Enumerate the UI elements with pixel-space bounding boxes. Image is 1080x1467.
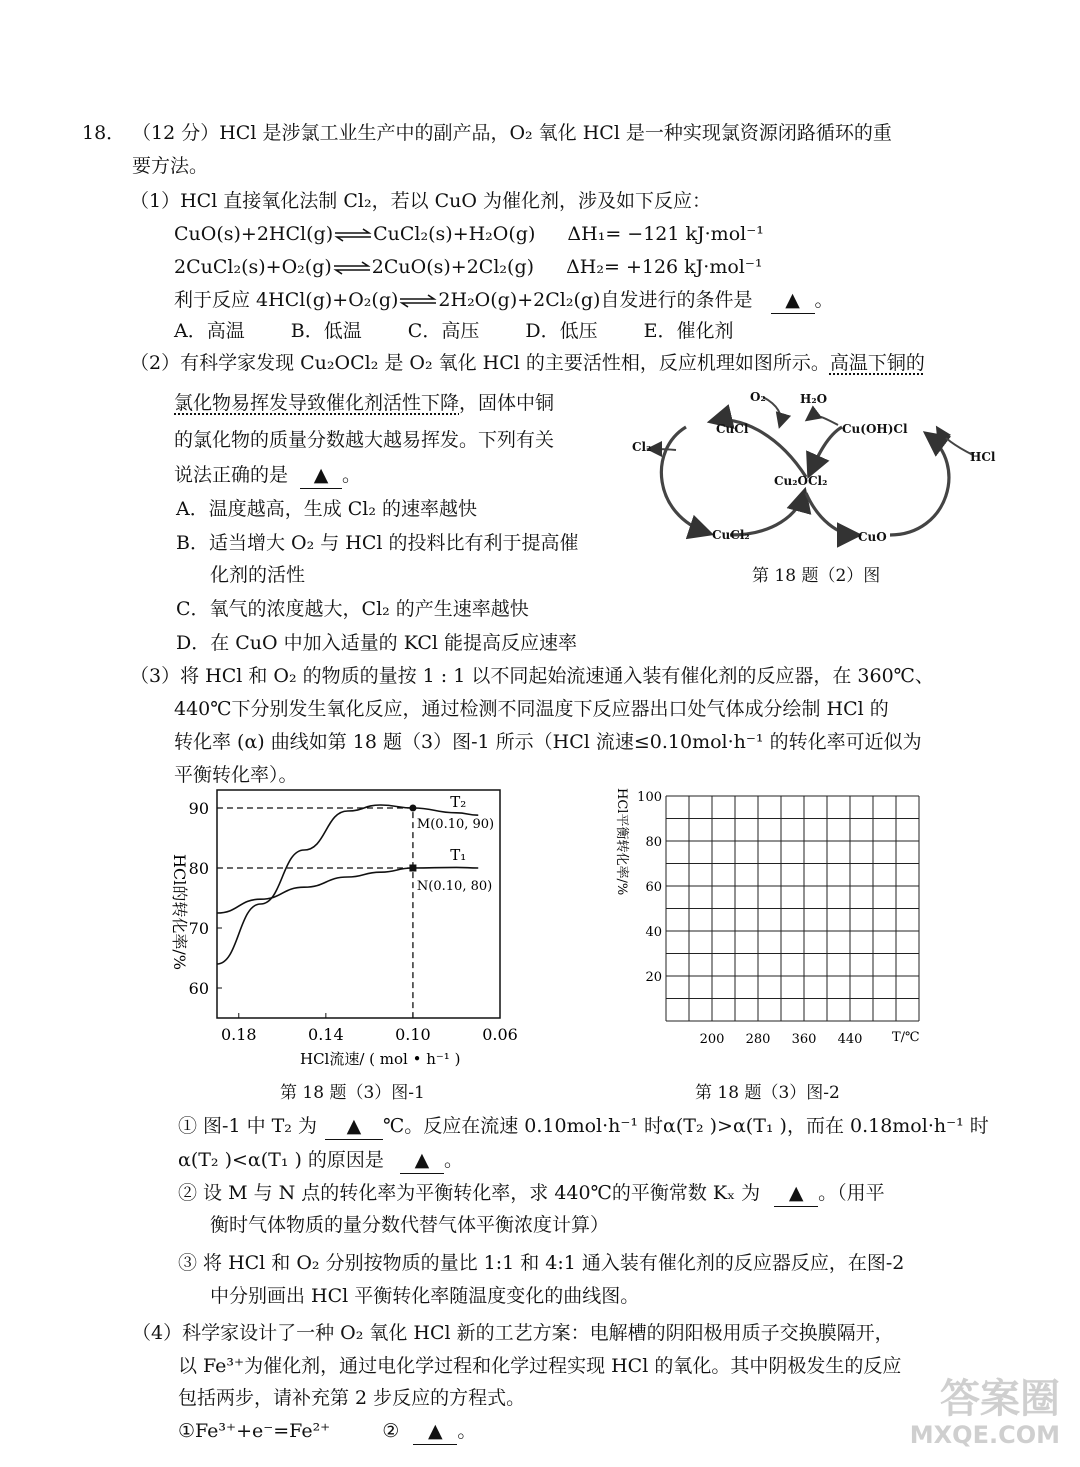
part2-line1-text: （2）有科学家发现 Cu₂OCl₂ 是 O₂ 氧化 HCl 的主要活性相，反应机理如图所示。 bbox=[130, 352, 830, 374]
reaction-2-left: 2CuCl₂(s)+O₂(g) bbox=[174, 256, 332, 278]
x-axis-label: HCl流速/ ( mol • h⁻¹ ) bbox=[300, 1050, 461, 1068]
y-axis-label: HCl平衡转化率/% bbox=[614, 788, 629, 896]
part3-q1-line2 bbox=[178, 1147, 463, 1174]
y-tick-label: 20 bbox=[645, 970, 662, 985]
option-d[interactable]: D．低压 bbox=[525, 320, 598, 342]
y-tick-label: 60 bbox=[188, 979, 209, 998]
figure-1-caption: 第 18 题（3）图-1 bbox=[280, 1083, 425, 1103]
y-tick-label: 40 bbox=[645, 925, 662, 940]
reaction-2-dh: ΔH₂= +126 kJ·mol⁻¹ bbox=[566, 256, 763, 278]
point-label: N(0.10, 80) bbox=[416, 879, 493, 894]
x-tick-label: 440 bbox=[837, 1032, 863, 1047]
question-intro: （12 分）HCl 是涉氯工业生产中的副产品，O₂ 氧化 HCl 是一种实现氯资源闭路循环的重 bbox=[132, 122, 892, 144]
q1-text: ① 图-1 中 T₂ 为 bbox=[178, 1115, 317, 1137]
y-tick-label: 80 bbox=[645, 835, 662, 850]
part2-line2-rest: ，固体中铜 bbox=[459, 392, 555, 414]
answer-blank[interactable]: ▲ bbox=[771, 287, 815, 314]
cycle-arrow bbox=[810, 427, 842, 473]
watermark-url: MXQE.COM bbox=[909, 1421, 1060, 1449]
y-tick-label: 100 bbox=[637, 790, 662, 805]
label-cuo: CuO bbox=[858, 530, 887, 544]
x-tick-label: 200 bbox=[699, 1032, 725, 1047]
option-a[interactable]: A．高温 bbox=[174, 320, 245, 342]
q2-text-cont: 。（用平 bbox=[818, 1182, 885, 1204]
option-c[interactable]: C．高压 bbox=[407, 320, 480, 342]
part3-q3: ③ 将 HCl 和 O₂ 分别按物质的量比 1:1 和 4:1 通入装有催化剂的反应器反应，在图-2 bbox=[178, 1252, 905, 1274]
part2-option-c[interactable]: C．氧气的浓度越大，Cl₂ 的产生速率越快 bbox=[176, 598, 529, 620]
question-number: 18． bbox=[82, 122, 126, 144]
label-cl2: Cl₂ bbox=[632, 440, 652, 454]
step-1: ①Fe³⁺+e⁻=Fe²⁺ bbox=[178, 1420, 331, 1442]
figure-2-caption: 第 18 题（3）图-2 bbox=[695, 1083, 840, 1103]
x-tick-label: 0.18 bbox=[220, 1025, 257, 1044]
figure-1-chart bbox=[160, 780, 520, 1080]
part3-q2-line2: 衡时气体物质的量分数代替气体平衡浓度计算） bbox=[210, 1214, 610, 1236]
part4-line1: （4）科学家设计了一种 O₂ 氧化 HCl 新的工艺方案：电解槽的阴阳极用质子交换膜隔开， bbox=[132, 1322, 894, 1344]
equilibrium-arrow-icon bbox=[398, 294, 438, 308]
part2-emphasis-2: 氯化物易挥发导致催化剂活性下降 bbox=[174, 392, 460, 414]
guide-line-m bbox=[217, 808, 413, 1018]
part4-steps bbox=[178, 1418, 476, 1445]
part2-line1 bbox=[130, 350, 925, 376]
period: 。 bbox=[342, 464, 362, 486]
point-n bbox=[409, 865, 416, 872]
reaction-2-right: 2CuO(s)+2Cl₂(g) bbox=[371, 256, 535, 278]
x-tick-label: 280 bbox=[745, 1032, 771, 1047]
part3-line2: 440℃下分别发生氧化反应，通过检测不同温度下反应器出口处气体成分绘制 HCl 的 bbox=[174, 698, 889, 720]
answer-blank[interactable]: ▲ bbox=[400, 1147, 444, 1174]
cycle-arrow bbox=[890, 435, 949, 535]
reaction-1 bbox=[174, 221, 764, 247]
x-tick-label: 0.06 bbox=[482, 1025, 518, 1044]
part3-line4: 平衡转化率）。 bbox=[174, 764, 298, 786]
q1-text-line2: α(T₂ )<α(T₁ ) 的原因是 bbox=[178, 1149, 384, 1171]
part2-option-a[interactable]: A．温度越高，生成 Cl₂ 的速率越快 bbox=[176, 498, 478, 520]
q1-text-cont: ℃。反应在流速 0.10mol·h⁻¹ 时α(T₂ )>α(T₁ )，而在 0.18mol·h⁻¹ 时 bbox=[382, 1115, 989, 1137]
series-label: T₁ bbox=[450, 846, 467, 864]
cl2-arrow bbox=[650, 449, 676, 450]
part1-question-left: 利于反应 4HCl(g)+O₂(g) bbox=[174, 289, 399, 311]
part4-line2: 以 Fe³⁺为催化剂，通过电化学过程和化学过程实现 HCl 的氧化。其中阴极发生的反应 bbox=[178, 1355, 902, 1377]
series-label: T₂ bbox=[450, 793, 467, 812]
part2-option-b[interactable]: B．适当增大 O₂ 与 HCl 的投料比有利于提高催 bbox=[176, 532, 579, 554]
figure-2-chart bbox=[612, 782, 932, 1062]
part1-question-right: 2H₂O(g)+2Cl₂(g)自发进行的条件是 bbox=[438, 289, 753, 311]
part2-line4 bbox=[174, 462, 361, 489]
watermark bbox=[870, 1377, 1060, 1457]
period: 。 bbox=[457, 1420, 477, 1442]
step-2: ② bbox=[382, 1420, 400, 1442]
y-tick-label: 60 bbox=[645, 880, 662, 895]
question-intro-cont: 要方法。 bbox=[132, 155, 209, 177]
part2-line3: 的氯化物的质量分数越大越易挥发。下列有关 bbox=[174, 429, 555, 451]
part2-line2 bbox=[174, 390, 554, 416]
part1-options bbox=[174, 318, 734, 344]
watermark-title: 答案圈 bbox=[940, 1376, 1060, 1422]
part3-q2 bbox=[178, 1180, 885, 1207]
label-o2: O₂ bbox=[750, 390, 766, 404]
x-tick-label: 0.10 bbox=[395, 1025, 431, 1044]
y-tick-label: 80 bbox=[188, 859, 209, 878]
label-cucl: CuCl bbox=[716, 422, 749, 436]
label-cuohcl: Cu(OH)Cl bbox=[842, 422, 908, 436]
q2-text: ② 设 M 与 N 点的转化率为平衡转化率，求 440℃的平衡常数 Kₓ 为 bbox=[178, 1182, 761, 1204]
part2-option-d[interactable]: D．在 CuO 中加入适量的 KCl 能提高反应速率 bbox=[176, 632, 578, 654]
answer-blank[interactable]: ▲ bbox=[325, 1113, 383, 1140]
point-label: M(0.10, 90) bbox=[416, 817, 495, 832]
equilibrium-arrow-icon bbox=[332, 261, 372, 275]
part2-option-b-cont: 化剂的活性 bbox=[210, 564, 306, 586]
x-axis-label: T/℃ bbox=[892, 1030, 920, 1045]
y-tick-label: 70 bbox=[188, 919, 209, 938]
option-e[interactable]: E．催化剂 bbox=[643, 320, 734, 342]
equilibrium-arrow-icon bbox=[333, 228, 373, 242]
period: 。 bbox=[443, 1149, 463, 1171]
label-cucl2: CuCl₂ bbox=[712, 528, 750, 542]
mechanism-caption: 第 18 题（2）图 bbox=[752, 566, 881, 586]
answer-blank[interactable]: ▲ bbox=[300, 462, 342, 489]
y-axis-label: HCl的转化率/% bbox=[170, 854, 189, 970]
label-cu2ocl2: Cu₂OCl₂ bbox=[774, 474, 828, 488]
x-tick-label: 0.14 bbox=[308, 1025, 344, 1044]
x-tick-label: 360 bbox=[791, 1032, 817, 1047]
part3-q1 bbox=[178, 1113, 989, 1140]
part2-line4-text: 说法正确的是 bbox=[174, 464, 289, 486]
option-b[interactable]: B．低温 bbox=[290, 320, 362, 342]
part3-line1: （3）将 HCl 和 O₂ 的物质的量按 1 : 1 以不同起始流速通入装有催化剂的反应器，在 360℃、 bbox=[130, 665, 934, 687]
cycle-arrow bbox=[806, 493, 856, 535]
part2-emphasis: 高温下铜的 bbox=[829, 352, 925, 374]
answer-blank[interactable]: ▲ bbox=[413, 1418, 457, 1445]
h2o-arrow bbox=[808, 416, 838, 425]
part3-q3-line2: 中分别画出 HCl 平衡转化率随温度变化的曲线图。 bbox=[210, 1285, 640, 1307]
part1-line: （1）HCl 直接氧化法制 Cl₂，若以 CuO 为催化剂，涉及如下反应： bbox=[130, 190, 712, 212]
part1-question bbox=[174, 287, 834, 314]
part4-line3: 包括两步，请补充第 2 步反应的方程式。 bbox=[178, 1387, 526, 1409]
y-tick-label: 90 bbox=[188, 799, 209, 818]
period: 。 bbox=[814, 289, 834, 311]
part3-line3: 转化率 (α) 曲线如第 18 题（3）图-1 所示（HCl 流速≤0.10mol·h⁻¹ 的转化率可近似为 bbox=[174, 731, 922, 753]
reaction-2 bbox=[174, 254, 763, 280]
reaction-1-right: CuCl₂(s)+H₂O(g) bbox=[373, 223, 536, 245]
reaction-1-left: CuO(s)+2HCl(g) bbox=[174, 223, 334, 245]
cycle-arrow bbox=[661, 427, 708, 533]
mechanism-diagram bbox=[628, 385, 1010, 555]
label-h2o: H₂O bbox=[800, 392, 828, 406]
point-m bbox=[409, 805, 416, 812]
reaction-1-dh: ΔH₁= −121 kJ·mol⁻¹ bbox=[567, 223, 764, 245]
label-hcl: HCl bbox=[970, 450, 996, 464]
answer-blank[interactable]: ▲ bbox=[774, 1180, 818, 1207]
